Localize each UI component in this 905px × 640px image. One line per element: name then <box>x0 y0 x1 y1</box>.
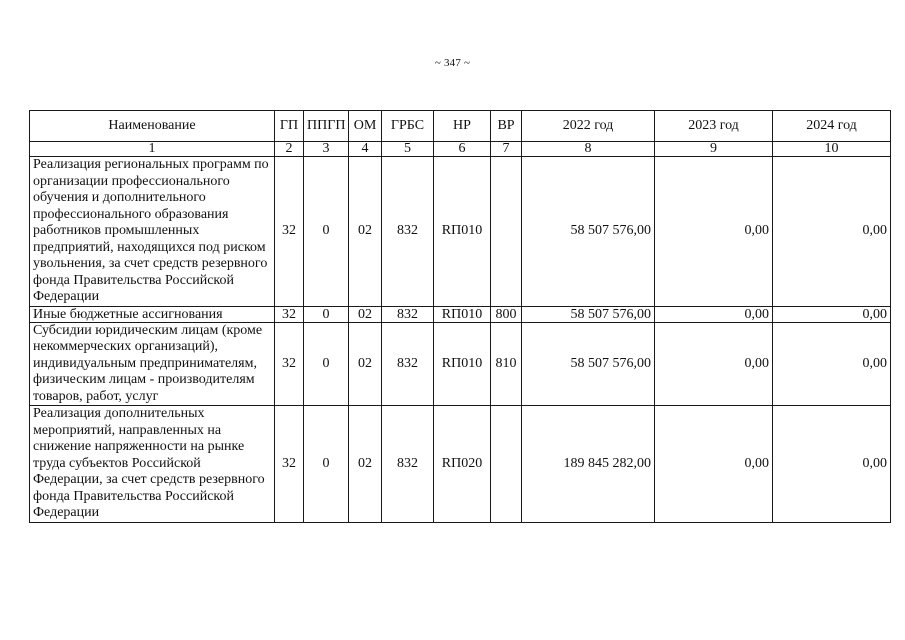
column-number: 3 <box>304 142 349 157</box>
column-number: 10 <box>773 142 891 157</box>
cell-ppgp: 0 <box>304 306 349 322</box>
cell-2023: 0,00 <box>655 406 773 523</box>
table-row <box>30 322 891 406</box>
table-row <box>30 406 891 523</box>
row-name: Субсидии юридическим лицам (кроме некоммерческих организаций), индивидуальным предпринимателям, физическим лицам - производителям товаров, работ, услуг <box>30 322 275 406</box>
cell-2023: 0,00 <box>655 157 773 307</box>
column-number: 7 <box>491 142 522 157</box>
cell-om: 02 <box>349 306 382 322</box>
cell-2024: 0,00 <box>773 322 891 406</box>
header-row <box>30 111 891 142</box>
cell-grbs: 832 <box>382 322 434 406</box>
cell-grbs: 832 <box>382 157 434 307</box>
column-number: 5 <box>382 142 434 157</box>
cell-2023: 0,00 <box>655 322 773 406</box>
header-name: Наименование <box>30 111 275 142</box>
cell-2023: 0,00 <box>655 306 773 322</box>
cell-2024: 0,00 <box>773 306 891 322</box>
cell-2022: 189 845 282,00 <box>522 406 655 523</box>
cell-2024: 0,00 <box>773 157 891 307</box>
cell-om: 02 <box>349 322 382 406</box>
cell-grbs: 832 <box>382 306 434 322</box>
header-om: ОМ <box>349 111 382 142</box>
cell-ppgp: 0 <box>304 157 349 307</box>
header-gp: ГП <box>275 111 304 142</box>
header-vr: ВР <box>491 111 522 142</box>
cell-2022: 58 507 576,00 <box>522 306 655 322</box>
cell-ppgp: 0 <box>304 406 349 523</box>
cell-vr: 800 <box>491 306 522 322</box>
cell-nr: RП010 <box>434 306 491 322</box>
header-nr: НР <box>434 111 491 142</box>
row-name: Реализация дополнительных мероприятий, направленных на снижение напряженности на рынке труда субъектов Российской Федерации, за счет средств резервного фонда Правительства Российской Федерации <box>30 406 275 523</box>
cell-om: 02 <box>349 406 382 523</box>
column-number: 8 <box>522 142 655 157</box>
cell-vr <box>491 157 522 307</box>
table-row <box>30 157 891 307</box>
cell-gp: 32 <box>275 322 304 406</box>
cell-2022: 58 507 576,00 <box>522 157 655 307</box>
header-ppgp: ППГП <box>304 111 349 142</box>
cell-nr: RП010 <box>434 157 491 307</box>
column-number: 6 <box>434 142 491 157</box>
table-row <box>30 306 891 322</box>
cell-grbs: 832 <box>382 406 434 523</box>
column-number: 4 <box>349 142 382 157</box>
cell-2022: 58 507 576,00 <box>522 322 655 406</box>
cell-2024: 0,00 <box>773 406 891 523</box>
budget-table <box>29 110 891 523</box>
cell-vr: 810 <box>491 322 522 406</box>
row-name: Реализация региональных программ по организации профессионального обучения и дополнительного профессионального образования работников промышленных предприятий, находящихся под риском увольнения, за счет средств резервного фонда Правительства Российской Федерации <box>30 157 275 307</box>
cell-gp: 32 <box>275 406 304 523</box>
header-2022: 2022 год <box>522 111 655 142</box>
column-number: 1 <box>30 142 275 157</box>
cell-gp: 32 <box>275 306 304 322</box>
column-number: 9 <box>655 142 773 157</box>
cell-ppgp: 0 <box>304 322 349 406</box>
cell-nr: RП020 <box>434 406 491 523</box>
header-2023: 2023 год <box>655 111 773 142</box>
row-name: Иные бюджетные ассигнования <box>30 306 275 322</box>
column-number: 2 <box>275 142 304 157</box>
page-number: ~ 347 ~ <box>434 57 471 69</box>
column-number-row <box>30 142 891 157</box>
cell-nr: RП010 <box>434 322 491 406</box>
cell-gp: 32 <box>275 157 304 307</box>
header-grbs: ГРБС <box>382 111 434 142</box>
cell-vr <box>491 406 522 523</box>
cell-om: 02 <box>349 157 382 307</box>
header-2024: 2024 год <box>773 111 891 142</box>
